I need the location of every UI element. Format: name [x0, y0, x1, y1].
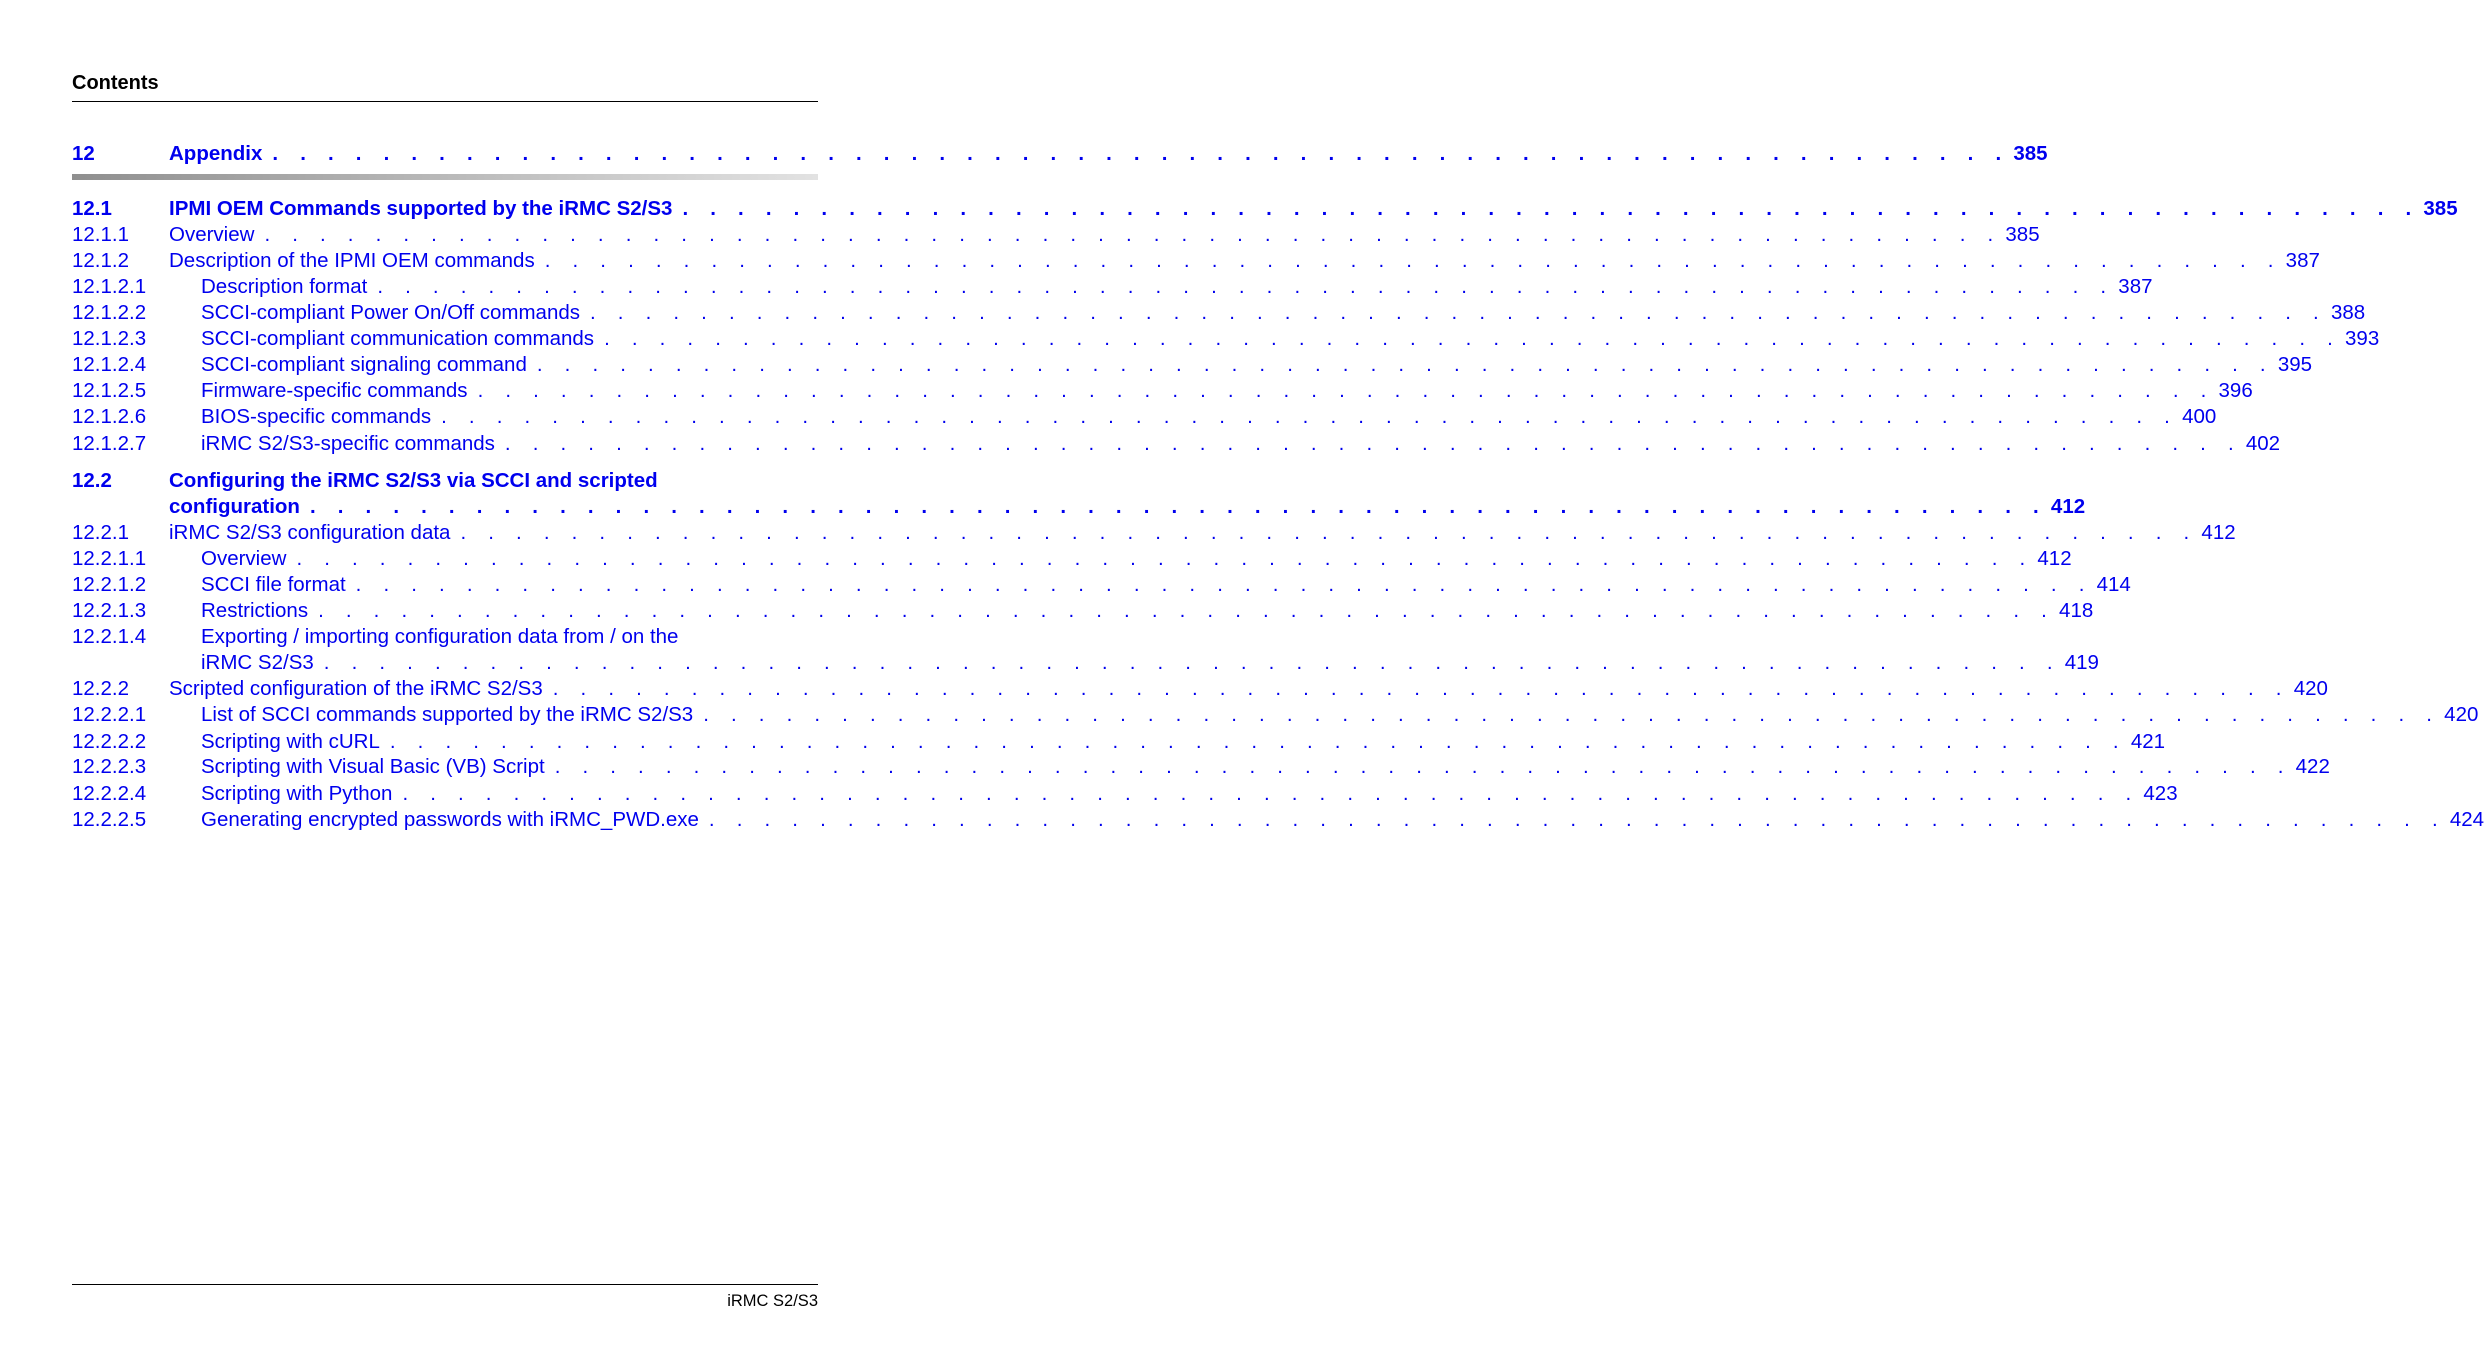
toc-number[interactable]: 12.1.2.2 — [72, 301, 147, 324]
toc-number[interactable]: 12.2.1.1 — [72, 547, 147, 570]
dot-leader: . . . . . . . . . . . . . . . . . . . . . . . . . . . . . . . . . . . . . . . . . . . . . . . . . . . . . . . . . . . . . . . — [318, 599, 2056, 622]
toc-page-number[interactable]: 424 — [2449, 808, 2484, 831]
toc-number[interactable]: 12.1.2.6 — [72, 405, 147, 428]
dot-leader: . . . . . . . . . . . . . . . . . . . . . . . . . . . . . . . . . . . . . . . . . . . . . . . . . . . . . . . . . . . . . . . — [272, 142, 2010, 165]
toc-title[interactable]: SCCI file format — [201, 573, 346, 596]
toc-page-number[interactable]: 402 — [2245, 432, 2281, 455]
toc-number[interactable]: 12.2.2.1 — [72, 703, 147, 726]
toc-page-number[interactable]: 422 — [2295, 755, 2330, 778]
toc-title[interactable]: Overview — [169, 223, 255, 246]
toc-number[interactable]: 12.2.1.2 — [72, 573, 147, 596]
toc-page-number[interactable]: 412 — [2050, 495, 2086, 518]
toc-number[interactable]: 12.1.2 — [72, 249, 129, 272]
toc-number[interactable]: 12.2.2.2 — [72, 730, 147, 753]
page-header-title: Contents — [72, 72, 159, 94]
toc-page-number[interactable]: 423 — [2143, 782, 2178, 805]
header-rule — [72, 101, 818, 102]
toc-page-number[interactable]: 414 — [2096, 573, 2131, 596]
toc-number[interactable]: 12.2 — [72, 469, 112, 492]
footer-text: iRMC S2/S3 — [727, 1292, 818, 1310]
toc-page-number[interactable]: 387 — [2285, 249, 2320, 272]
toc-page-number[interactable]: 419 — [2064, 651, 2099, 674]
toc-page-number[interactable]: 393 — [2345, 327, 2380, 350]
toc-page-number[interactable]: 420 — [2444, 703, 2479, 726]
dot-leader: . . . . . . . . . . . . . . . . . . . . . . . . . . . . . . . . . . . . . . . . . . . . . . . . . . . . . . . . . . . . . . . — [309, 495, 2047, 518]
toc-number[interactable]: 12.2.1.3 — [72, 599, 147, 622]
toc-title[interactable]: IPMI OEM Commands supported by the iRMC S2/S3 — [169, 197, 673, 220]
dot-leader: . . . . . . . . . . . . . . . . . . . . . . . . . . . . . . . . . . . . . . . . . . . . . . . . . . . . . . . . . . . . . . . — [703, 703, 2441, 726]
dot-leader: . . . . . . . . . . . . . . . . . . . . . . . . . . . . . . . . . . . . . . . . . . . . . . . . . . . . . . . . . . . . . . . — [504, 432, 2242, 455]
toc-page-number[interactable]: 412 — [2201, 521, 2236, 544]
toc-number[interactable]: 12.1.2.7 — [72, 432, 147, 455]
toc-title-line2[interactable]: configuration — [169, 495, 300, 518]
toc-number[interactable]: 12.1.2.4 — [72, 353, 147, 376]
toc-number[interactable]: 12.1.2.3 — [72, 327, 147, 350]
toc-number[interactable]: 12.1 — [72, 197, 112, 220]
toc-page-number[interactable]: 385 — [2013, 142, 2048, 165]
dot-leader: . . . . . . . . . . . . . . . . . . . . . . . . . . . . . . . . . . . . . . . . . . . . . . . . . . . . . . . . . . . . . . . — [441, 405, 2179, 428]
toc-title[interactable]: SCCI-compliant Power On/Off commands — [201, 301, 580, 324]
dot-leader: . . . . . . . . . . . . . . . . . . . . . . . . . . . . . . . . . . . . . . . . . . . . . . . . . . . . . . . . . . . . . . . — [389, 730, 2127, 753]
toc-number[interactable]: 12.1.2.1 — [72, 275, 147, 298]
toc-page-number[interactable]: 421 — [2130, 730, 2166, 753]
toc-title[interactable]: Scripting with cURL — [201, 730, 380, 753]
dot-leader: . . . . . . . . . . . . . . . . . . . . . . . . . . . . . . . . . . . . . . . . . . . . . . . . . . . . . . . . . . . . . . . — [264, 223, 2002, 246]
toc-title[interactable]: Appendix — [169, 142, 263, 165]
toc-page-number[interactable]: 385 — [2005, 223, 2040, 246]
dot-leader: . . . . . . . . . . . . . . . . . . . . . . . . . . . . . . . . . . . . . . . . . . . . . . . . . . . . . . . . . . . . . . . — [296, 547, 2034, 570]
toc-page-number[interactable]: 412 — [2037, 547, 2072, 570]
toc-number[interactable]: 12 — [72, 142, 95, 165]
toc-page-number[interactable]: 396 — [2218, 379, 2253, 402]
dot-leader: . . . . . . . . . . . . . . . . . . . . . . . . . . . . . . . . . . . . . . . . . . . . . . . . . . . . . . . . . . . . . . . — [323, 651, 2061, 674]
toc-title[interactable]: SCCI-compliant communication commands — [201, 327, 595, 350]
toc-page-number[interactable]: 418 — [2059, 599, 2094, 622]
toc-title[interactable]: BIOS-specific commands — [201, 405, 432, 428]
toc-number[interactable]: 12.2.2.5 — [72, 808, 147, 831]
toc-title-line1[interactable]: Configuring the iRMC S2/S3 via SCCI and scripted — [169, 469, 658, 492]
toc-number[interactable]: 12.2.2 — [72, 677, 129, 700]
dot-leader: . . . . . . . . . . . . . . . . . . . . . . . . . . . . . . . . . . . . . . . . . . . . . . . . . . . . . . . . . . . . . . . — [552, 677, 2290, 700]
toc-title[interactable]: List of SCCI commands supported by the iRMC S2/S3 — [201, 703, 694, 726]
toc-page-number[interactable]: 400 — [2182, 405, 2217, 428]
toc-number[interactable]: 12.2.2.3 — [72, 755, 147, 778]
toc-title[interactable]: Scripting with Visual Basic (VB) Script — [201, 755, 545, 778]
toc-title[interactable]: Overview — [201, 547, 287, 570]
toc-page-number[interactable]: 387 — [2118, 275, 2153, 298]
toc-title[interactable]: Scripting with Python — [201, 782, 393, 805]
toc-title-line2[interactable]: iRMC S2/S3 — [201, 651, 314, 674]
toc-page-number[interactable]: 385 — [2423, 197, 2458, 220]
dot-leader: . . . . . . . . . . . . . . . . . . . . . . . . . . . . . . . . . . . . . . . . . . . . . . . . . . . . . . . . . . . . . . . — [682, 197, 2420, 220]
dot-leader: . . . . . . . . . . . . . . . . . . . . . . . . . . . . . . . . . . . . . . . . . . . . . . . . . . . . . . . . . . . . . . . — [590, 301, 2327, 324]
toc-page-number[interactable]: 420 — [2293, 677, 2328, 700]
dot-leader: . . . . . . . . . . . . . . . . . . . . . . . . . . . . . . . . . . . . . . . . . . . . . . . . . . . . . . . . . . . . . . . — [402, 782, 2140, 805]
dot-leader: . . . . . . . . . . . . . . . . . . . . . . . . . . . . . . . . . . . . . . . . . . . . . . . . . . . . . . . . . . . . . . . — [536, 353, 2274, 376]
footer-rule — [72, 1284, 818, 1285]
toc-title[interactable]: Scripted configuration of the iRMC S2/S3 — [169, 677, 543, 700]
toc-number[interactable]: 12.2.1.4 — [72, 625, 147, 648]
toc-number[interactable]: 12.1.1 — [72, 223, 129, 246]
dot-leader: . . . . . . . . . . . . . . . . . . . . . . . . . . . . . . . . . . . . . . . . . . . . . . . . . . . . . . . . . . . . . . . — [355, 573, 2093, 596]
toc-title[interactable]: iRMC S2/S3 configuration data — [169, 521, 451, 544]
toc-title[interactable]: Firmware-specific commands — [201, 379, 468, 402]
chapter-separator-bar — [72, 174, 818, 180]
toc-number[interactable]: 12.2.2.4 — [72, 782, 147, 805]
toc-title[interactable]: SCCI-compliant signaling command — [201, 353, 527, 376]
toc-number[interactable]: 12.2.1 — [72, 521, 129, 544]
toc-title[interactable]: Generating encrypted passwords with iRMC_PWD.exe — [201, 808, 699, 831]
dot-leader: . . . . . . . . . . . . . . . . . . . . . . . . . . . . . . . . . . . . . . . . . . . . . . . . . . . . . . . . . . . . . . . — [554, 755, 2292, 778]
toc-number[interactable]: 12.1.2.5 — [72, 379, 147, 402]
toc-title[interactable]: Description format — [201, 275, 368, 298]
toc-title[interactable]: Description of the IPMI OEM commands — [169, 249, 535, 272]
toc-title-line1[interactable]: Exporting / importing configuration data from / on the — [201, 625, 679, 648]
dot-leader: . . . . . . . . . . . . . . . . . . . . . . . . . . . . . . . . . . . . . . . . . . . . . . . . . . . . . . . . . . . . . . . — [377, 275, 2115, 298]
dot-leader: . . . . . . . . . . . . . . . . . . . . . . . . . . . . . . . . . . . . . . . . . . . . . . . . . . . . . . . . . . . . . . . — [477, 379, 2215, 402]
toc-title[interactable]: Restrictions — [201, 599, 309, 622]
dot-leader: . . . . . . . . . . . . . . . . . . . . . . . . . . . . . . . . . . . . . . . . . . . . . . . . . . . . . . . . . . . . . . . — [544, 249, 2282, 272]
dot-leader: . . . . . . . . . . . . . . . . . . . . . . . . . . . . . . . . . . . . . . . . . . . . . . . . . . . . . . . . . . . . . . . — [460, 521, 2198, 544]
toc-page-number[interactable]: 395 — [2277, 353, 2313, 376]
toc-title[interactable]: iRMC S2/S3-specific commands — [201, 432, 495, 455]
toc-page-number[interactable]: 388 — [2330, 301, 2366, 324]
dot-leader: . . . . . . . . . . . . . . . . . . . . . . . . . . . . . . . . . . . . . . . . . . . . . . . . . . . . . . . . . . . . . . . — [708, 808, 2446, 831]
dot-leader: . . . . . . . . . . . . . . . . . . . . . . . . . . . . . . . . . . . . . . . . . . . . . . . . . . . . . . . . . . . . . . . — [604, 327, 2342, 350]
